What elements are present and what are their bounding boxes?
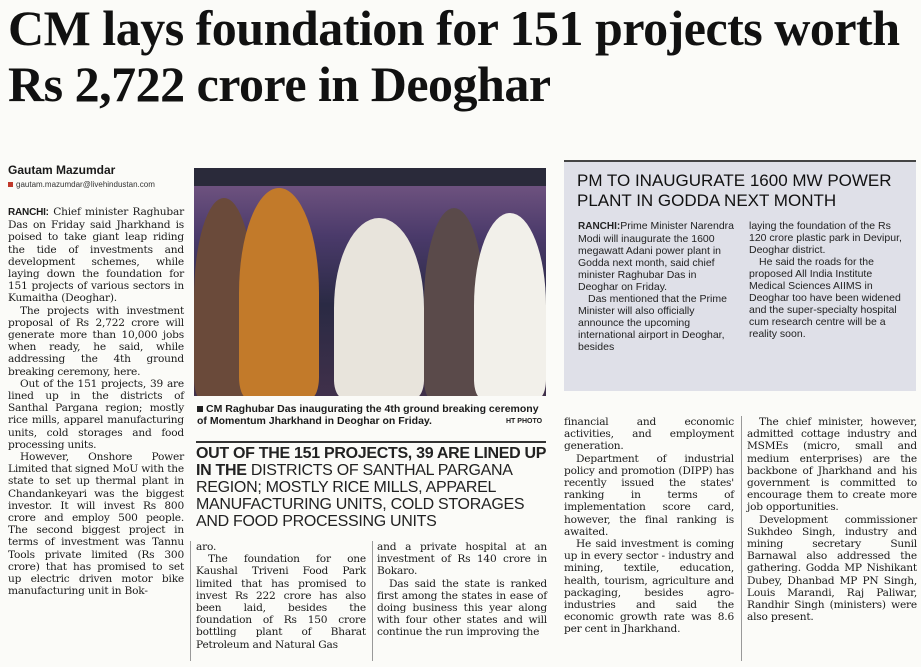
sidebar-paragraph: Das mentioned that the Prime Minister will also officially announce the upcoming international airport in Deoghar, besides	[578, 293, 727, 353]
article-paragraph: Das said the state is ranked first among the states in ease of doing business this year along with four other states and will continue the run improving the	[377, 577, 547, 639]
pull-quote-text: DISTRICTS OF SANTHAL PARGANA REGION; MOSTLY RICE MILLS, APPAREL MANUFACTURING UNITS, COLD STORAGES AND FOOD PROCESSING UNITS	[196, 462, 525, 530]
article-column-5	[747, 416, 917, 623]
photo-figure	[474, 213, 546, 396]
byline-email	[8, 180, 155, 189]
sidebar-paragraph: laying the foundation of the Rs 120 crore plastic park in Devipur, Deoghar district.	[749, 220, 902, 256]
article-paragraph	[8, 206, 184, 305]
article-paragraph: aro.	[196, 541, 217, 553]
sidebar-column-right	[749, 220, 907, 340]
byline-author: Gautam Mazumdar	[8, 163, 116, 177]
article-paragraph: The projects with investment proposal of Rs 2,722 crore will generate more than 10,000 jobs when ready, he said, while addressing the 4th ground breaking ceremony, here.	[8, 304, 184, 378]
article-text: Chief minister Raghubar Das on Friday said Jharkhand is poised to take giant leap riding the tide of investments and development schemes, while laying down the foundation for 151 projects of various sectors in Kumaitha (Deoghar).	[8, 206, 184, 305]
pull-quote-lead: OUT OF THE 151 PROJECTS, 39 ARE LINED UP IN THE	[196, 445, 546, 479]
caption-marker-icon	[197, 406, 203, 412]
article-column-3	[377, 541, 547, 639]
sidebar-text: Prime Minister Narendra Modi will inaugurate the 1600 megawatt Adani power plant in Godda next month, said chief minister Raghubar Das in Deoghar on Friday.	[578, 220, 735, 293]
article-paragraph: The chief minister, however, admitted cottage industry and MSMEs (micro, small and medium enterprises) are the backbone of Jharkhand and his government is committed to encourage them to create more job opportunities.	[747, 416, 917, 514]
article-paragraph: Development commissioner Sukhdeo Singh, industry and mining secretary Sunil Barnawal also addressed the gathering. Godda MP Nishikant Dubey, Dhanbad MP PN Singh, Louis Marandi, Raj Paliwar, Randhir Singh (ministers) were also present.	[747, 513, 917, 624]
sidebar-paragraph: He said the roads for the proposed All India Institute Medical Sciences AIIMS in Deoghar too have been widened and the super-specialty hospital cum research centre will be a reality soon.	[749, 256, 901, 340]
column-divider	[190, 541, 191, 661]
stage-backdrop	[194, 168, 546, 186]
article-column-2	[196, 541, 366, 651]
article-column-4	[564, 416, 734, 636]
photo-credit: HT PHOTO	[506, 418, 543, 425]
article-column-1	[8, 206, 184, 598]
byline-email-text: gautam.mazumdar@livehindustan.com	[16, 180, 155, 189]
photo-figure	[334, 218, 424, 396]
dateline: RANCHI:	[8, 207, 49, 218]
sidebar-paragraph	[578, 220, 736, 293]
sidebar-column-left	[578, 220, 736, 353]
article-paragraph: and a private hospital at an investment of Rs 140 crore in Bokaro.	[377, 541, 547, 578]
sidebar-box	[564, 160, 916, 391]
article-paragraph: However, Onshore Power Limited that signed MoU with the state to set up thermal plant in Chandankeyari was the biggest investor. It will invest Rs 800 crore and employ 500 people. The second biggest project in terms of investment was Tannu Tools private limited (Rs 300 crore) that has promised to set up electric driven motor bike manufacturing unit in Bok-	[8, 451, 184, 598]
article-paragraph: Out of the 151 projects, 39 are lined up in the districts of Santhal Pargana region; mostly rice mills, apparel manufacturing units, cold storages and food processing units.	[8, 377, 184, 451]
column-divider	[372, 541, 373, 661]
headline: CM lays foundation for 151 projects worth Rs 2,722 crore in Deoghar	[8, 0, 900, 112]
column-divider	[741, 416, 742, 661]
caption-text: CM Raghubar Das inaugurating the 4th ground breaking ceremony of Momentum Jharkhand in Deoghar on Friday.	[197, 403, 539, 427]
photo-caption	[197, 403, 542, 427]
article-paragraph: He said investment is coming up in every sector - industry and mining, textile, education, health, tourism, agriculture and packaging, besides agro-industries and said the economic growth rate was 8.6 per cent in Jharkhand.	[564, 538, 734, 636]
article-paragraph: The foundation for one Kaushal Triveni Food Park limited that has promised to invest Rs 222 crore has also been laid, besides the foundation of Rs 150 crore bottling plant of Bharat Petroleum and Natural Gas	[196, 553, 366, 651]
bullet-icon	[8, 182, 13, 187]
sidebar-title: PM TO INAUGURATE 1600 MW POWER PLANT IN GODDA NEXT MONTH	[577, 171, 892, 210]
sidebar-dateline: RANCHI:	[578, 221, 621, 232]
pull-quote	[196, 441, 546, 530]
article-paragraph: Department of industrial policy and promotion (DIPP) has recently issued the states' ranking in terms of implementation score card, however, the final ranking is awaited.	[564, 452, 734, 538]
news-photo	[194, 168, 546, 396]
photo-figure	[239, 188, 319, 396]
article-paragraph: financial and economic activities, and employment generation.	[564, 416, 734, 453]
